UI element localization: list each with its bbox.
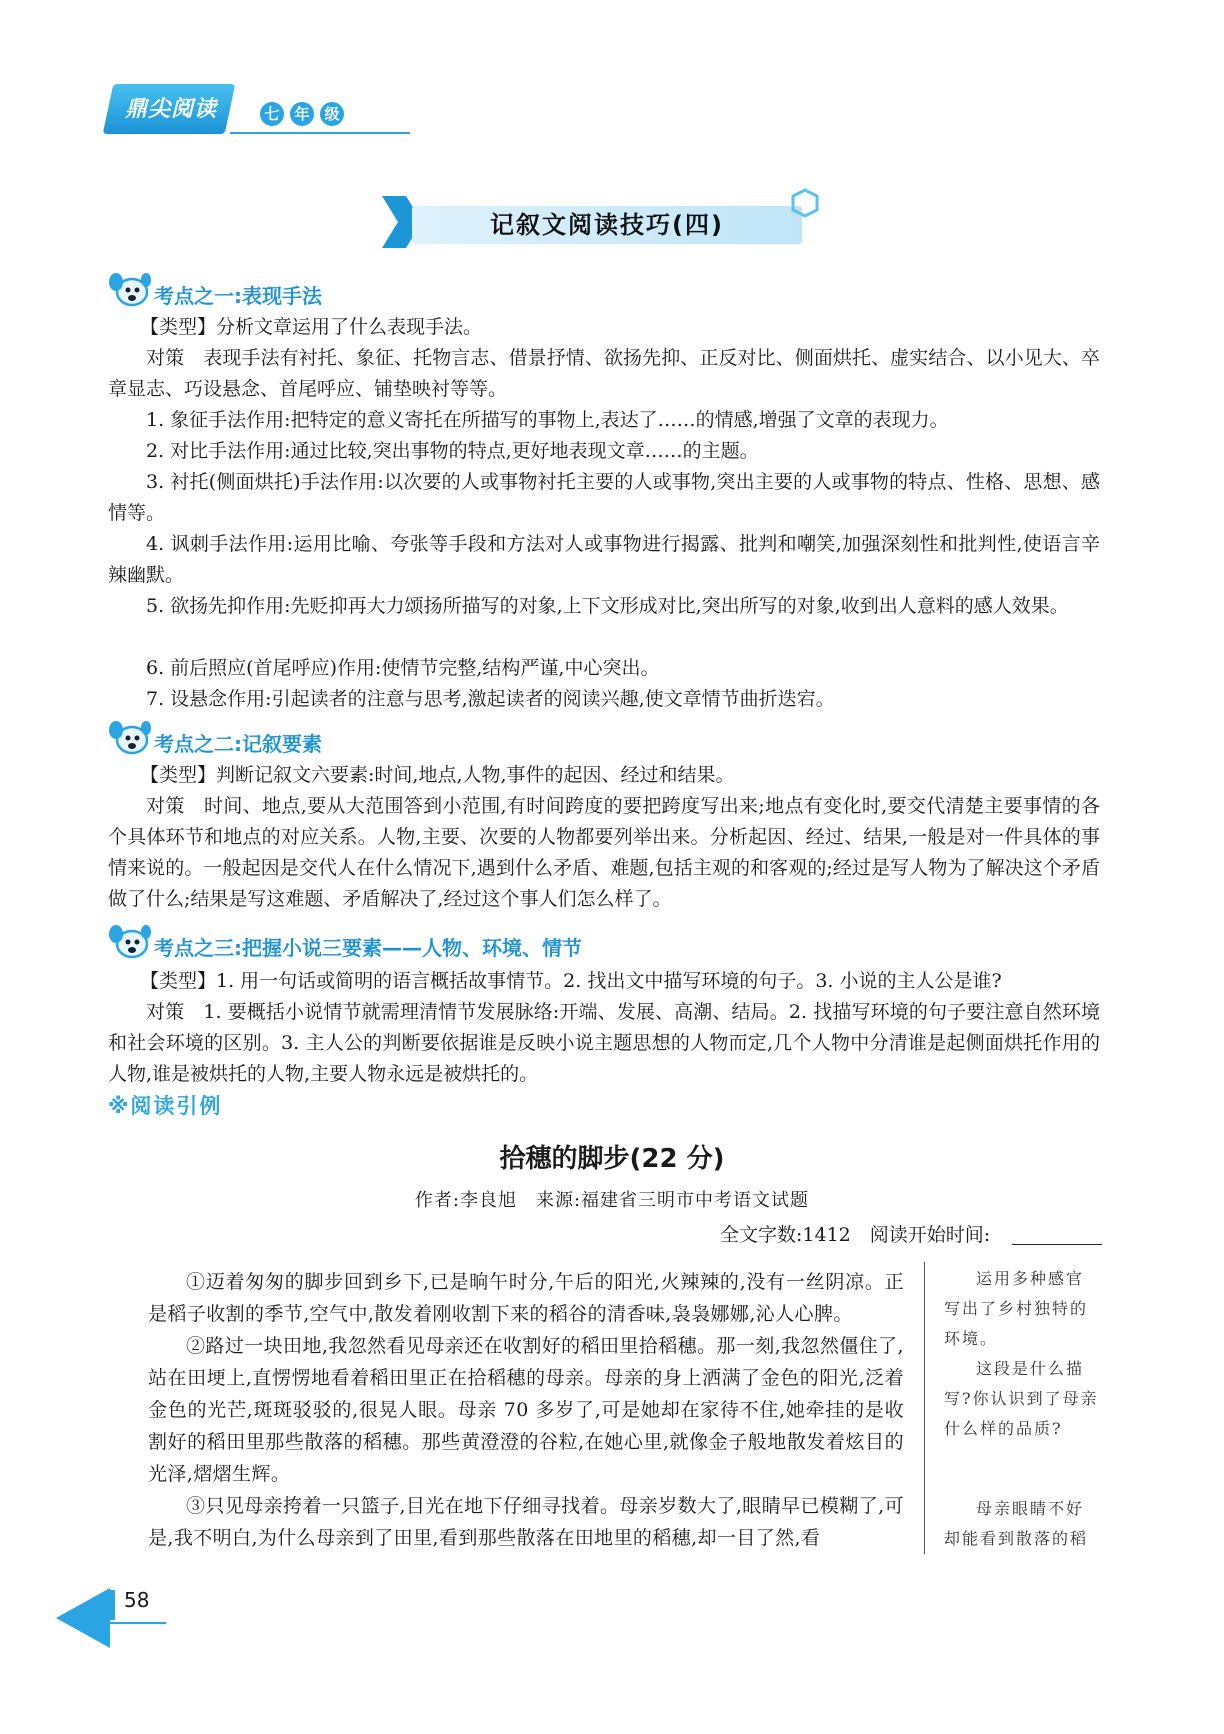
section1-item-3: 3. 衬托(侧面烘托)手法作用:以次要的人或事物衬托主要的人或事物,突出主要的人或事物的特点、性格、思想、感情等。 [108,471,1100,524]
story-paragraph-3: ③只见母亲挎着一只篮子,目光在地下仔细寻找着。母亲岁数大了,眼睛早已模糊了,可是,我不明白,为什么母亲到了田里,看到那些散落在田地里的稻穗,却一目了然,看 [148,1495,904,1549]
start-time-blank[interactable] [1012,1244,1102,1245]
margin-note-3: 母亲眼睛不好却能看到散落的稻 [944,1499,1089,1548]
margin-divider [924,1262,925,1554]
section1-item-1: 1. 象征手法作用:把特定的意义寄托在所描写的事物上,表达了……的情感,增强了文章的表现力。 [146,409,949,431]
section1-type: 【类型】分析文章运用了什么表现手法。 [140,316,483,338]
footer-bar [110,1590,115,1620]
section1-item-7: 7. 设悬念作用:引起读者的注意与思考,激起读者的阅读兴趣,使文章情节曲折迭宕。 [146,688,835,710]
section1-item-4: 4. 讽刺手法作用:运用比喻、夸张等手段和方法对人或事物进行揭露、批判和嘲笑,加强深刻性和批判性,使语言辛辣幽默。 [108,533,1100,586]
hexagon-decoration-icon [790,188,820,218]
page-number: 58 [124,1588,150,1612]
section1-item-6: 6. 前后照应(首尾呼应)作用:使情节完整,结构严谨,中心突出。 [146,657,660,679]
section1-item-2: 2. 对比手法作用:通过比较,突出事物的特点,更好地表现文章……的主题。 [146,440,759,462]
grade-char-2: 年 [290,102,314,126]
story-meta: 作者:李良旭 来源:福建省三明市中考语文试题 [414,1190,810,1211]
header-underline [230,132,410,134]
grade-char-3: 级 [320,102,344,126]
story-paragraph-1: ①迈着匆匆的脚步回到乡下,已是晌午时分,午后的阳光,火辣辣的,没有一丝阴凉。正是稻子收割的季节,空气中,散发着刚收割下来的稻谷的清香味,袅袅娜娜,沁人心脾。 [148,1271,904,1325]
grade-char-1: 七 [260,102,284,126]
dog-mascot-icon [108,270,152,310]
page-title: 记叙文阅读技巧(四) [490,211,724,239]
section2-type: 【类型】判断记叙文六要素:时间,地点,人物,事件的起因、经过和结果。 [140,764,735,786]
story-title: 拾穗的脚步(22 分) [499,1144,725,1174]
footer-arrow-icon [56,1588,110,1648]
footer-line [110,1622,166,1624]
margin-note-2: 这段是什么描写?你认识到了母亲什么样的品质? [944,1359,1099,1438]
dog-mascot-icon [108,718,152,758]
series-logo-text: 鼎尖阅读 [124,97,217,122]
section3-strategy: 对策 1. 要概括小说情节就需理清情节发展脉络:开端、发展、高潮、结局。2. 找描写环境的句子要注意自然环境和社会环境的区别。3. 主人公的判断要依据谁是反映小说主题思想的人物而定,几个人物中分清谁是起侧面烘托作用的人物,谁是被烘托的人物,主要人物永远是被烘托的。 [108,1001,1100,1085]
section1-strategy: 对策 表现手法有衬托、象征、托物言志、借景抒情、欲扬先抑、正反对比、侧面烘托、虚实结合、以小见大、卒章显志、巧设悬念、首尾呼应、铺垫映衬等等。 [108,347,1100,400]
story-paragraph-2: ②路过一块田地,我忽然看见母亲还在收割好的稻田里拾稻穗。那一刻,我忽然僵住了,站在田埂上,直愣愣地看着稻田里正在拾稻穗的母亲。母亲的身上洒满了金色的阳光,泛着金色的光芒,斑斑驳驳的,很晃人眼。母亲 70 多岁了,可是她却在家待不住,她牵挂的是收割好的稻田里那些散落的稻穗。那些黄澄澄的谷粒,在她心里,就像金子般地散发着炫目的光泽,熠熠生辉。 [148,1335,904,1485]
section2-strategy: 对策 时间、地点,要从大范围答到小范围,有时间跨度的要把跨度写出来;地点有变化时,要交代清楚主要事情的各个具体环节和地点的对应关系。人物,主要、次要的人物都要列举出来。分析起因、经过、结果,一般是对一件具体的事情来说的。一般起因是交代人在什么情况下,遇到什么矛盾、难题,包括主观的和客观的;经过是写人物为了解决这个矛盾做了什么;结果是写这难题、矛盾解决了,经过这个事人们怎么样了。 [108,795,1100,910]
margin-note-1: 运用多种感官写出了乡村独特的环境。 [944,1269,1089,1348]
section1-item-5: 5. 欲扬先抑作用:先贬抑再大力颂扬所描写的对象,上下文形成对比,突出所写的对象,收到出人意料的感人效果。 [146,595,1069,617]
section-heading-label: 考点之三:把握小说三要素——人物、环境、情节 [154,936,582,960]
word-count-line: 全文字数:1412 阅读开始时间: [720,1224,991,1246]
section3-type: 【类型】1. 用一句话或简明的语言概括故事情节。2. 找出文中描写环境的句子。3. 小说的主人公是谁? [140,970,1002,992]
section-heading-label: 考点之二:记叙要素 [154,732,322,756]
reading-guide-heading: ※阅读引例 [108,1094,223,1118]
section-heading-label: 考点之一:表现手法 [154,284,322,308]
dog-mascot-icon [108,922,152,962]
